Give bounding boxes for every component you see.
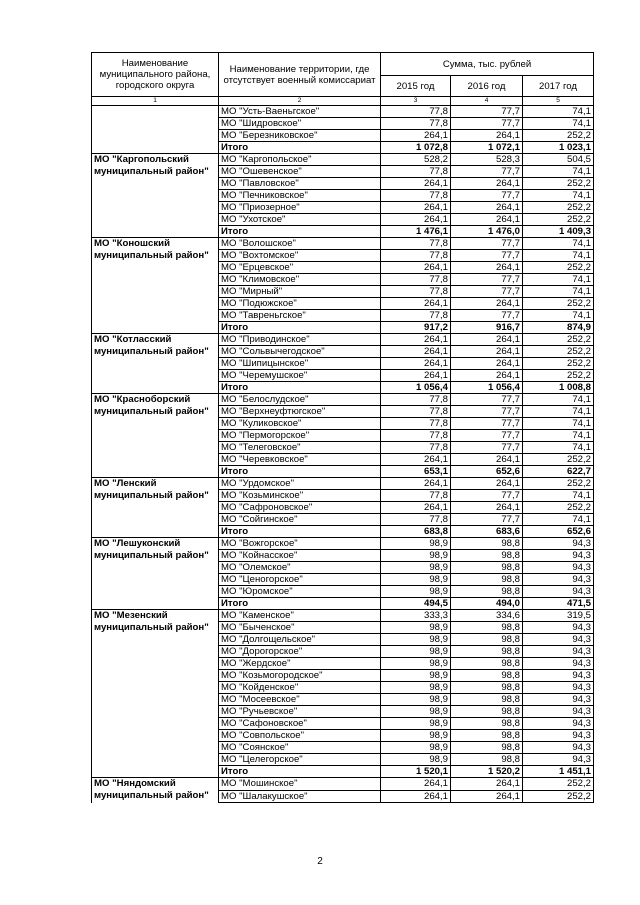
amount-cell: 528,2 xyxy=(381,154,451,166)
total-amount: 683,6 xyxy=(451,526,523,538)
amount-cell: 74,1 xyxy=(523,286,594,298)
total-label: Итого xyxy=(219,322,381,334)
total-amount: 874,9 xyxy=(523,322,594,334)
amount-cell: 98,9 xyxy=(381,646,451,658)
territory-name: МО "Койнасское" xyxy=(219,550,381,562)
amount-cell: 98,8 xyxy=(451,622,523,634)
amount-cell: 77,7 xyxy=(451,106,523,118)
amount-cell: 98,8 xyxy=(451,730,523,742)
municipality-name: МО "Каргопольский муниципальный район" xyxy=(92,154,219,238)
amount-cell: 74,1 xyxy=(523,250,594,262)
amount-cell: 98,8 xyxy=(451,682,523,694)
amount-cell: 98,8 xyxy=(451,658,523,670)
column-index: 3 xyxy=(381,97,451,106)
amount-cell: 94,3 xyxy=(523,646,594,658)
header-2015: 2015 год xyxy=(381,76,451,97)
amount-cell: 252,2 xyxy=(523,178,594,190)
territory-name: МО "Ерцевское" xyxy=(219,262,381,274)
total-amount: 494,5 xyxy=(381,598,451,610)
municipality-name: МО "Красноборский муниципальный район" xyxy=(92,394,219,478)
amount-cell: 264,1 xyxy=(451,178,523,190)
total-amount: 1 520,2 xyxy=(451,766,523,778)
amount-cell: 77,8 xyxy=(381,394,451,406)
amount-cell: 77,7 xyxy=(451,118,523,130)
amount-cell: 94,3 xyxy=(523,706,594,718)
table-row xyxy=(92,778,594,791)
amount-cell: 252,2 xyxy=(523,262,594,274)
total-amount: 1 023,1 xyxy=(523,142,594,154)
total-amount: 1 409,3 xyxy=(523,226,594,238)
amount-cell: 264,1 xyxy=(381,202,451,214)
territory-name: МО "Юромское" xyxy=(219,586,381,598)
amount-cell: 264,1 xyxy=(451,478,523,490)
amount-cell: 74,1 xyxy=(523,238,594,250)
amount-cell: 98,8 xyxy=(451,538,523,550)
total-amount: 652,6 xyxy=(523,526,594,538)
territory-name: МО "Березниковское" xyxy=(219,130,381,142)
amount-cell: 74,1 xyxy=(523,118,594,130)
total-amount: 916,7 xyxy=(451,322,523,334)
total-label: Итого xyxy=(219,598,381,610)
amount-cell: 528,3 xyxy=(451,154,523,166)
total-amount: 653,1 xyxy=(381,466,451,478)
territory-name: МО "Мосеевское" xyxy=(219,694,381,706)
amount-cell: 77,8 xyxy=(381,286,451,298)
amount-cell: 98,8 xyxy=(451,646,523,658)
amount-cell: 252,2 xyxy=(523,370,594,382)
total-amount: 1 072,8 xyxy=(381,142,451,154)
amount-cell: 252,2 xyxy=(523,778,594,791)
amount-cell: 98,8 xyxy=(451,754,523,766)
territory-name: МО "Быченское" xyxy=(219,622,381,634)
amount-cell: 94,3 xyxy=(523,682,594,694)
amount-cell: 98,8 xyxy=(451,742,523,754)
territory-name: МО "Ошевенское" xyxy=(219,166,381,178)
amount-cell: 264,1 xyxy=(381,346,451,358)
amount-cell: 77,7 xyxy=(451,286,523,298)
amount-cell: 74,1 xyxy=(523,406,594,418)
amount-cell: 264,1 xyxy=(381,370,451,382)
table-row xyxy=(92,538,594,550)
total-amount: 1 476,0 xyxy=(451,226,523,238)
amount-cell: 264,1 xyxy=(381,334,451,346)
total-amount: 1 520,1 xyxy=(381,766,451,778)
amount-cell: 98,9 xyxy=(381,706,451,718)
territory-name: МО "Козьмогородское" xyxy=(219,670,381,682)
total-amount: 622,7 xyxy=(523,466,594,478)
amount-cell: 74,1 xyxy=(523,514,594,526)
territory-name: МО "Ручьевское" xyxy=(219,706,381,718)
total-label: Итого xyxy=(219,466,381,478)
amount-cell: 252,2 xyxy=(523,502,594,514)
amount-cell: 98,9 xyxy=(381,694,451,706)
territory-name: МО "Приозерное" xyxy=(219,202,381,214)
amount-cell: 77,8 xyxy=(381,310,451,322)
amount-cell: 98,9 xyxy=(381,622,451,634)
amount-cell: 77,8 xyxy=(381,238,451,250)
territory-name: МО "Телеговское" xyxy=(219,442,381,454)
amount-cell: 77,8 xyxy=(381,406,451,418)
total-label: Итого xyxy=(219,526,381,538)
amount-cell: 264,1 xyxy=(381,778,451,791)
amount-cell: 252,2 xyxy=(523,202,594,214)
municipality-name: МО "Няндомский муниципальный район" xyxy=(92,778,219,803)
amount-cell: 74,1 xyxy=(523,430,594,442)
amount-cell: 264,1 xyxy=(451,778,523,791)
territory-name: МО "Совпольское" xyxy=(219,730,381,742)
amount-cell: 98,8 xyxy=(451,562,523,574)
amount-cell: 77,8 xyxy=(381,274,451,286)
territory-name: МО "Долгощельское" xyxy=(219,634,381,646)
total-amount: 1 056,4 xyxy=(381,382,451,394)
territory-name: МО "Мирный" xyxy=(219,286,381,298)
amount-cell: 77,7 xyxy=(451,274,523,286)
amount-cell: 94,3 xyxy=(523,754,594,766)
amount-cell: 77,8 xyxy=(381,490,451,502)
territory-name: МО "Каменское" xyxy=(219,610,381,622)
amount-cell: 77,8 xyxy=(381,442,451,454)
amount-cell: 264,1 xyxy=(451,202,523,214)
territory-name: МО "Сойгинское" xyxy=(219,514,381,526)
amount-cell: 264,1 xyxy=(451,502,523,514)
territory-name: МО "Куликовское" xyxy=(219,418,381,430)
territory-name: МО "Шипицынское" xyxy=(219,358,381,370)
amount-cell: 98,8 xyxy=(451,550,523,562)
territory-name: МО "Пермогорское" xyxy=(219,430,381,442)
amount-cell: 94,3 xyxy=(523,718,594,730)
amount-cell: 98,8 xyxy=(451,574,523,586)
amount-cell: 98,8 xyxy=(451,718,523,730)
amount-cell: 252,2 xyxy=(523,454,594,466)
amount-cell: 252,2 xyxy=(523,346,594,358)
municipality-name: МО "Лешуконский муниципальный район" xyxy=(92,538,219,610)
table-row xyxy=(92,154,594,166)
amount-cell: 77,7 xyxy=(451,442,523,454)
amount-cell: 264,1 xyxy=(381,262,451,274)
municipality-name: МО "Ленский муниципальный район" xyxy=(92,478,219,538)
amount-cell: 264,1 xyxy=(381,478,451,490)
municipality-name: МО "Мезенский муниципальный район" xyxy=(92,610,219,778)
amount-cell: 264,1 xyxy=(451,454,523,466)
amount-cell: 77,7 xyxy=(451,418,523,430)
amount-cell: 94,3 xyxy=(523,622,594,634)
total-amount: 1 056,4 xyxy=(451,382,523,394)
territory-name: МО "Шалакушское" xyxy=(219,790,381,803)
amount-cell: 77,8 xyxy=(381,418,451,430)
amount-cell: 252,2 xyxy=(523,298,594,310)
amount-cell: 98,9 xyxy=(381,754,451,766)
amount-cell: 98,8 xyxy=(451,586,523,598)
territory-name: МО "Дорогорское" xyxy=(219,646,381,658)
amount-cell: 264,1 xyxy=(451,262,523,274)
amount-cell: 333,3 xyxy=(381,610,451,622)
amount-cell: 77,8 xyxy=(381,166,451,178)
amount-cell: 252,2 xyxy=(523,478,594,490)
amount-cell: 94,3 xyxy=(523,694,594,706)
header-sum: Сумма, тыс. рублей xyxy=(381,53,594,76)
territory-name: МО "Сафоновское" xyxy=(219,718,381,730)
table-body xyxy=(92,106,594,803)
amount-cell: 98,9 xyxy=(381,670,451,682)
amount-cell: 77,7 xyxy=(451,310,523,322)
territory-name: МО "Соянское" xyxy=(219,742,381,754)
amount-cell: 77,8 xyxy=(381,430,451,442)
territory-name: МО "Олемское" xyxy=(219,562,381,574)
table-row xyxy=(92,610,594,622)
territory-name: МО "Козьминское" xyxy=(219,490,381,502)
amount-cell: 94,3 xyxy=(523,574,594,586)
territory-name: МО "Черевковское" xyxy=(219,454,381,466)
territory-name: МО "Усть-Ваеньгское" xyxy=(219,106,381,118)
amount-cell: 77,8 xyxy=(381,514,451,526)
amount-cell: 98,9 xyxy=(381,682,451,694)
total-label: Итого xyxy=(219,142,381,154)
amount-cell: 74,1 xyxy=(523,106,594,118)
territory-name: МО "Вохтомское" xyxy=(219,250,381,262)
amount-cell: 98,9 xyxy=(381,718,451,730)
amount-cell: 98,8 xyxy=(451,670,523,682)
territory-name: МО "Волошское" xyxy=(219,238,381,250)
total-amount: 1 451,1 xyxy=(523,766,594,778)
territory-name: МО "Черемушское" xyxy=(219,370,381,382)
territory-name: МО "Шидровское" xyxy=(219,118,381,130)
amount-cell: 98,9 xyxy=(381,730,451,742)
territory-name: МО "Приводинское" xyxy=(219,334,381,346)
amount-cell: 94,3 xyxy=(523,550,594,562)
table-row xyxy=(92,394,594,406)
territory-name: МО "Сафроновское" xyxy=(219,502,381,514)
amount-cell: 74,1 xyxy=(523,310,594,322)
territory-name: МО "Ухотское" xyxy=(219,214,381,226)
territory-name: МО "Сольвычегодское" xyxy=(219,346,381,358)
amount-cell: 98,9 xyxy=(381,562,451,574)
total-amount: 652,6 xyxy=(451,466,523,478)
amount-cell: 77,7 xyxy=(451,250,523,262)
amount-cell: 94,3 xyxy=(523,742,594,754)
amount-cell: 77,7 xyxy=(451,514,523,526)
amount-cell: 319,5 xyxy=(523,610,594,622)
amount-cell: 264,1 xyxy=(381,502,451,514)
territory-name: МО "Вожгорское" xyxy=(219,538,381,550)
total-amount: 494,0 xyxy=(451,598,523,610)
total-amount: 1 008,8 xyxy=(523,382,594,394)
total-amount: 1 476,1 xyxy=(381,226,451,238)
column-index: 1 xyxy=(92,97,219,106)
territory-name: МО "Целегорское" xyxy=(219,754,381,766)
amount-cell: 74,1 xyxy=(523,274,594,286)
total-amount: 471,5 xyxy=(523,598,594,610)
amount-cell: 504,5 xyxy=(523,154,594,166)
territory-name: МО "Жердское" xyxy=(219,658,381,670)
territory-name: МО "Ценогорское" xyxy=(219,574,381,586)
budget-table xyxy=(91,52,594,803)
amount-cell: 94,3 xyxy=(523,730,594,742)
total-label: Итого xyxy=(219,382,381,394)
amount-cell: 98,9 xyxy=(381,742,451,754)
amount-cell: 264,1 xyxy=(381,298,451,310)
amount-cell: 252,2 xyxy=(523,358,594,370)
amount-cell: 98,9 xyxy=(381,586,451,598)
table-row xyxy=(92,478,594,490)
territory-name: МО "Мошинское" xyxy=(219,778,381,791)
territory-name: МО "Павловское" xyxy=(219,178,381,190)
municipality-name: МО "Котласский муниципальный район" xyxy=(92,334,219,394)
amount-cell: 74,1 xyxy=(523,394,594,406)
amount-cell: 98,9 xyxy=(381,658,451,670)
amount-cell: 77,7 xyxy=(451,490,523,502)
territory-name: МО "Койденское" xyxy=(219,682,381,694)
column-index: 2 xyxy=(219,97,381,106)
amount-cell: 77,7 xyxy=(451,394,523,406)
total-label: Итого xyxy=(219,766,381,778)
total-amount: 683,8 xyxy=(381,526,451,538)
territory-name: МО "Печниковское" xyxy=(219,190,381,202)
header-2016: 2016 год xyxy=(451,76,523,97)
header-2017: 2017 год xyxy=(523,76,594,97)
amount-cell: 264,1 xyxy=(381,130,451,142)
amount-cell: 94,3 xyxy=(523,538,594,550)
municipality-name xyxy=(92,106,219,154)
amount-cell: 264,1 xyxy=(451,790,523,803)
municipality-name: МО "Коношский муниципальный район" xyxy=(92,238,219,334)
territory-name: МО "Верхнеуфтюгское" xyxy=(219,406,381,418)
amount-cell: 252,2 xyxy=(523,130,594,142)
amount-cell: 94,3 xyxy=(523,586,594,598)
amount-cell: 74,1 xyxy=(523,490,594,502)
amount-cell: 264,1 xyxy=(451,358,523,370)
amount-cell: 98,8 xyxy=(451,706,523,718)
amount-cell: 252,2 xyxy=(523,214,594,226)
page-number: 2 xyxy=(317,856,323,867)
amount-cell: 77,7 xyxy=(451,430,523,442)
header-territory: Наименование территории, где отсутствует военный комиссариат xyxy=(219,53,381,97)
amount-cell: 252,2 xyxy=(523,334,594,346)
amount-cell: 94,3 xyxy=(523,562,594,574)
amount-cell: 334,6 xyxy=(451,610,523,622)
amount-cell: 74,1 xyxy=(523,190,594,202)
amount-cell: 98,9 xyxy=(381,550,451,562)
amount-cell: 94,3 xyxy=(523,658,594,670)
amount-cell: 98,9 xyxy=(381,574,451,586)
amount-cell: 77,8 xyxy=(381,106,451,118)
amount-cell: 264,1 xyxy=(451,346,523,358)
amount-cell: 77,7 xyxy=(451,166,523,178)
column-index: 5 xyxy=(523,97,594,106)
amount-cell: 98,9 xyxy=(381,634,451,646)
amount-cell: 98,8 xyxy=(451,634,523,646)
total-amount: 917,2 xyxy=(381,322,451,334)
amount-cell: 264,1 xyxy=(451,130,523,142)
table-row xyxy=(92,238,594,250)
territory-name: МО "Тавреньгское" xyxy=(219,310,381,322)
total-amount: 1 072,1 xyxy=(451,142,523,154)
amount-cell: 264,1 xyxy=(381,790,451,803)
amount-cell: 77,8 xyxy=(381,190,451,202)
amount-cell: 264,1 xyxy=(381,358,451,370)
territory-name: МО "Подюжское" xyxy=(219,298,381,310)
amount-cell: 264,1 xyxy=(381,178,451,190)
table-row xyxy=(92,106,594,118)
amount-cell: 264,1 xyxy=(381,214,451,226)
amount-cell: 264,1 xyxy=(381,454,451,466)
amount-cell: 77,8 xyxy=(381,118,451,130)
amount-cell: 74,1 xyxy=(523,442,594,454)
total-label: Итого xyxy=(219,226,381,238)
amount-cell: 77,8 xyxy=(381,250,451,262)
territory-name: МО "Белослудское" xyxy=(219,394,381,406)
column-index: 4 xyxy=(451,97,523,106)
amount-cell: 98,8 xyxy=(451,694,523,706)
amount-cell: 77,7 xyxy=(451,238,523,250)
amount-cell: 264,1 xyxy=(451,214,523,226)
territory-name: МО "Климовское" xyxy=(219,274,381,286)
amount-cell: 77,7 xyxy=(451,190,523,202)
amount-cell: 264,1 xyxy=(451,370,523,382)
amount-cell: 74,1 xyxy=(523,166,594,178)
amount-cell: 98,9 xyxy=(381,538,451,550)
table-row xyxy=(92,334,594,346)
header-municipality: Наименование муниципального района, городского округа xyxy=(92,53,219,97)
amount-cell: 264,1 xyxy=(451,334,523,346)
amount-cell: 94,3 xyxy=(523,634,594,646)
territory-name: МО "Каргопольское" xyxy=(219,154,381,166)
territory-name: МО "Урдомское" xyxy=(219,478,381,490)
amount-cell: 77,7 xyxy=(451,406,523,418)
amount-cell: 74,1 xyxy=(523,418,594,430)
amount-cell: 264,1 xyxy=(451,298,523,310)
amount-cell: 94,3 xyxy=(523,670,594,682)
amount-cell: 252,2 xyxy=(523,790,594,803)
